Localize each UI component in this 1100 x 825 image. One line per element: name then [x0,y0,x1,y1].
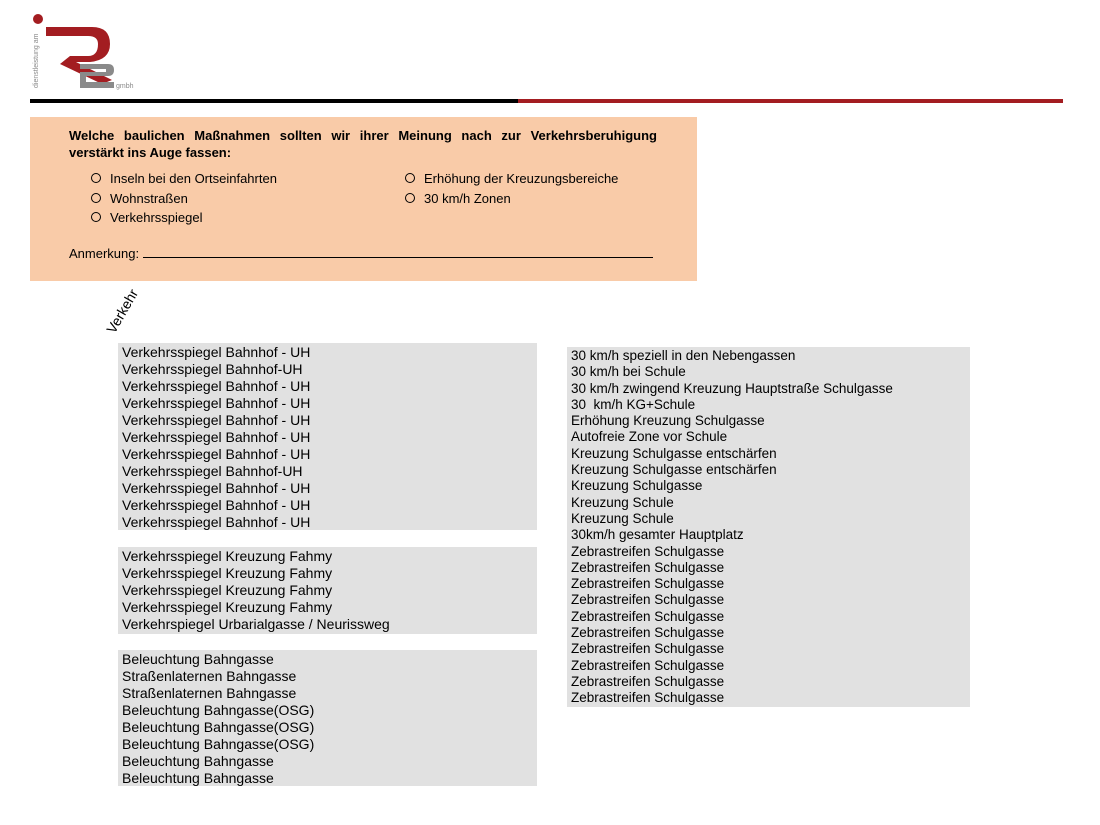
list-item: Verkehrsspiegel Bahnhof - UH [122,378,311,394]
logo-graphic [30,12,140,92]
list-item: Zebrastreifen Schulgasse [571,592,725,608]
list-item: Straßenlaternen Bahngasse [122,685,297,701]
list-item: Verkehrsspiegel Kreuzung Fahmy [122,548,333,564]
option-label: Verkehrsspiegel [110,210,203,225]
list-item: Beleuchtung Bahngasse [122,753,274,769]
list-item: Verkehrsspiegel Kreuzung Fahmy [122,599,333,615]
list-item: Erhöhung Kreuzung Schulgasse [571,413,765,429]
remark-line[interactable] [143,245,653,258]
list-item: Zebrastreifen Schulgasse [571,559,725,575]
radio-circle-icon[interactable] [91,173,101,183]
option-item[interactable] [91,209,203,226]
list-item: Zebrastreifen Schulgasse [571,690,725,706]
option-item[interactable] [91,170,277,187]
list-item: 30km/h gesamter Hauptplatz [571,527,744,543]
list-item: Beleuchtung Bahngasse(OSG) [122,719,315,735]
list-item: Zebrastreifen Schulgasse [571,641,725,657]
question-text: Welche baulichen Maßnahmen sollten wir ihrer Meinung nach zur Verkehrsberuhigung verstärkt ins Auge fassen: [69,128,657,160]
list-item: Beleuchtung Bahngasse [122,770,274,786]
option-label: Erhöhung der Kreuzungsbereiche [424,171,619,186]
radio-circle-icon[interactable] [91,193,101,203]
radio-circle-icon[interactable] [405,193,415,203]
option-label: Inseln bei den Ortseinfahrten [110,171,277,186]
header-rule-black [30,99,520,103]
list-item: Kreuzung Schulgasse [571,478,703,494]
list-item: Verkehrsspiegel Bahnhof - UH [122,395,311,411]
answer-group-mirrors-crossing [118,547,537,634]
list-item: 30 km/h zwingend Kreuzung Hauptstraße Schulgasse [571,380,893,396]
radio-circle-icon[interactable] [405,173,415,183]
list-item: Autofreie Zone vor Schule [571,429,728,445]
list-item: Beleuchtung Bahngasse(OSG) [122,736,315,752]
answer-group-speed-crossings [567,347,970,707]
section-label: Verkehr [103,286,142,336]
logo-vertical-text: dienstleistung am [33,33,40,88]
list-item: Zebrastreifen Schulgasse [571,543,725,559]
list-item: Kreuzung Schulgasse entschärfen [571,445,777,461]
list-item: Verkehrsspiegel Bahnhof - UH [122,514,311,530]
list-item: Verkehrsspiegel Bahnhof - UH [122,429,311,445]
list-item: 30 km/h KG+Schule [571,396,696,412]
list-item: Straßenlaternen Bahngasse [122,668,297,684]
option-item[interactable] [405,170,618,187]
company-logo [30,12,140,92]
option-label: 30 km/h Zonen [424,191,511,206]
list-item: Verkehrsspiegel Bahnhof - UH [122,344,311,360]
answer-group-mirrors-bahnhof [118,343,537,530]
radio-circle-icon[interactable] [91,212,101,222]
option-list [69,170,657,230]
list-item: Beleuchtung Bahngasse(OSG) [122,702,315,718]
list-item: Zebrastreifen Schulgasse [571,657,725,673]
list-item: Zebrastreifen Schulgasse [571,625,725,641]
answer-group-lighting [118,650,537,786]
list-item: Kreuzung Schule [571,494,674,510]
remark-label: Anmerkung: [69,246,140,261]
list-item: Zebrastreifen Schulgasse [571,608,725,624]
option-item[interactable] [405,190,511,207]
list-item: 30 km/h speziell in den Nebengassen [571,348,796,363]
list-item: Verkehrsspiegel Kreuzung Fahmy [122,582,333,598]
option-label: Wohnstraßen [110,191,188,206]
list-item: Kreuzung Schulgasse entschärfen [571,462,777,478]
list-item: Zebrastreifen Schulgasse [571,673,725,689]
option-item[interactable] [91,190,188,207]
list-item: Verkehrsspiegel Bahnhof-UH [122,361,303,377]
list-item: Beleuchtung Bahngasse [122,651,274,667]
list-item: Verkehrsspiegel Bahnhof - UH [122,497,311,513]
list-item: Verkehrsspiegel Bahnhof-UH [122,463,303,479]
list-item: Verkehrsspiegel Bahnhof - UH [122,480,311,496]
list-item: 30 km/h bei Schule [571,364,686,380]
question-box [30,117,697,281]
list-item: Verkehrspiegel Urbarialgasse / Neurissweg [122,616,390,632]
logo-suffix: gmbh [116,83,134,90]
list-item: Zebrastreifen Schulgasse [571,576,725,592]
list-item: Verkehrsspiegel Kreuzung Fahmy [122,565,333,581]
list-item: Kreuzung Schule [571,510,674,526]
header-rule-red [518,99,1063,103]
list-item: Verkehrsspiegel Bahnhof - UH [122,412,311,428]
list-item: Verkehrsspiegel Bahnhof - UH [122,446,311,462]
remark-row [69,245,653,262]
